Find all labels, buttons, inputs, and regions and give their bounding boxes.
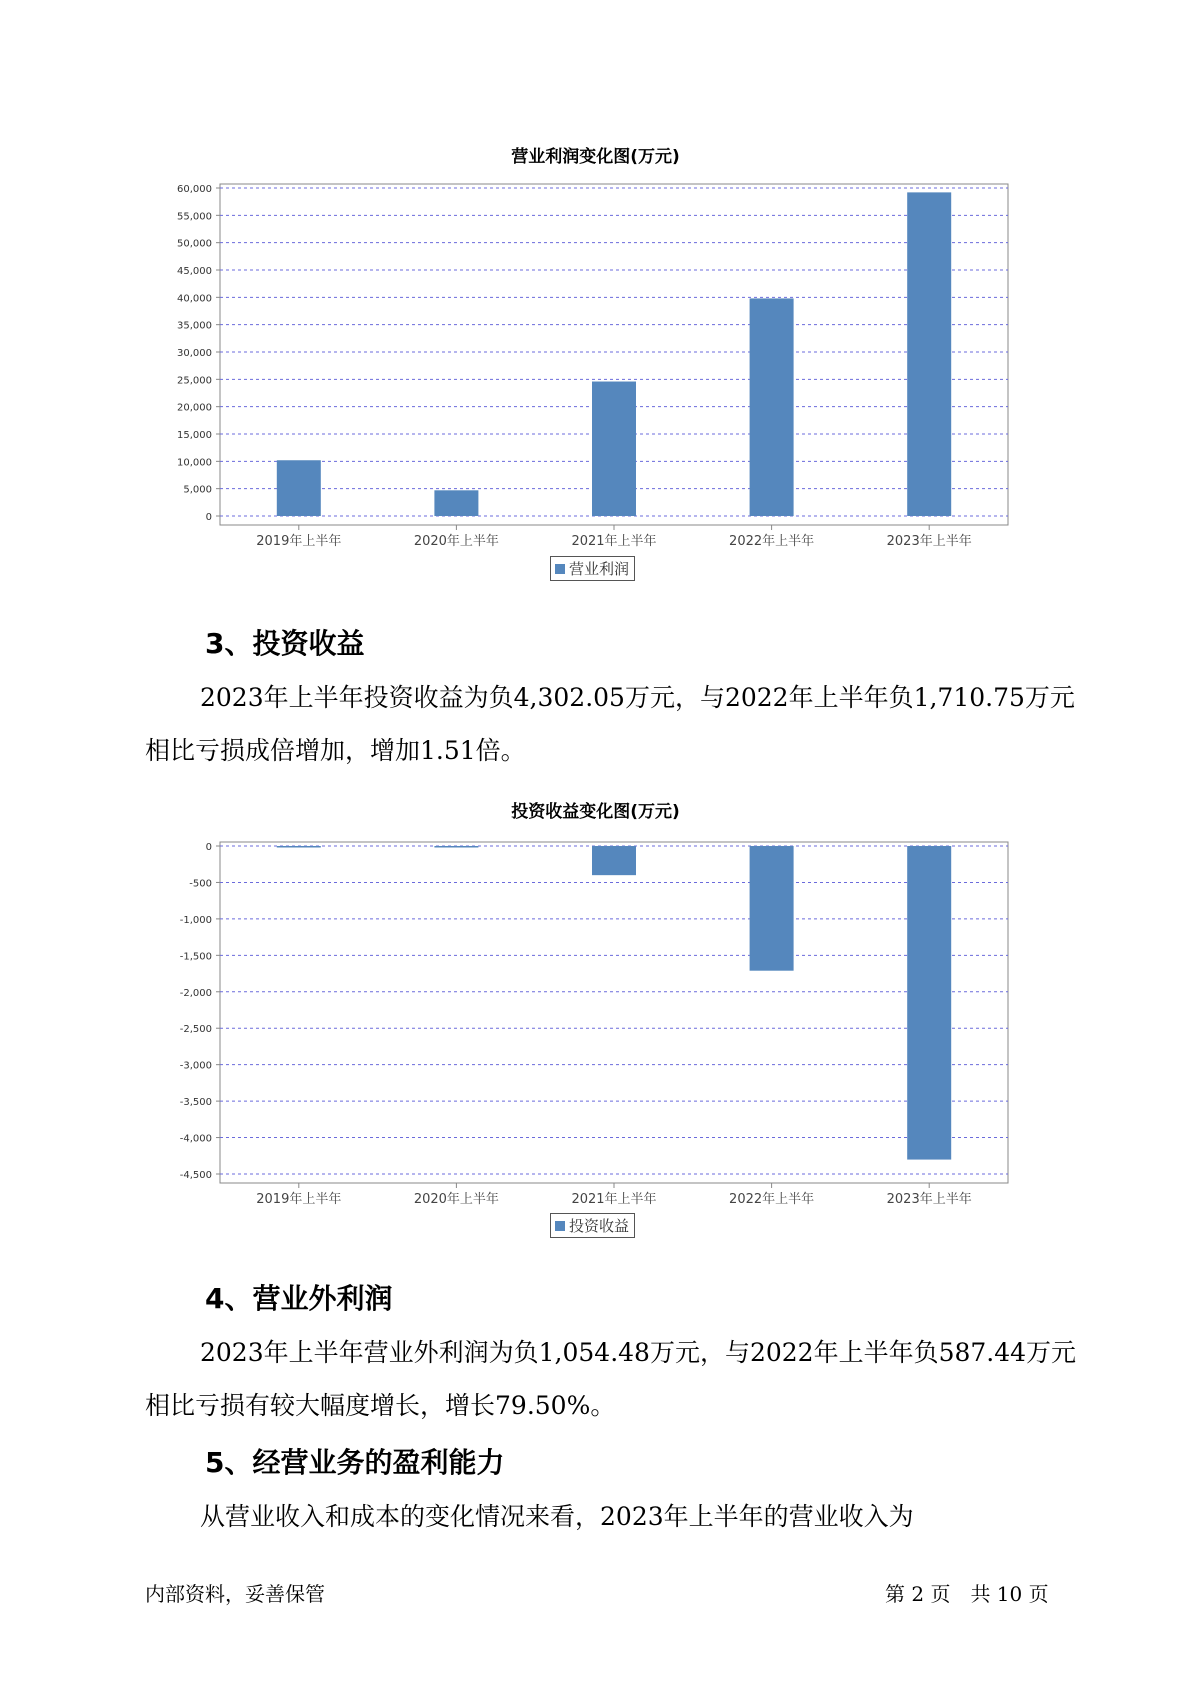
investment-income-legend — [550, 1213, 635, 1238]
y-tick-label: -1,500 — [179, 951, 212, 963]
x-tick-label: 2022年上半年 — [729, 1192, 815, 1207]
y-tick-label: 50,000 — [177, 238, 212, 250]
bar — [592, 846, 636, 875]
y-tick-label: 20,000 — [177, 402, 212, 414]
x-tick-label: 2020年上半年 — [413, 1192, 499, 1207]
bar — [434, 846, 478, 848]
operating-profit-chart-title: 营业利润变化图(万元) — [511, 147, 680, 167]
operating-profit-chart — [0, 180, 1191, 555]
y-tick-label: 60,000 — [177, 184, 212, 195]
y-tick-label: -4,000 — [179, 1133, 212, 1145]
footer-page-number: 第 2 页 共 10 页 — [885, 1582, 1049, 1606]
y-tick-label: 45,000 — [177, 266, 212, 277]
legend-swatch — [555, 564, 565, 574]
bar — [592, 382, 636, 516]
y-tick-label: 55,000 — [177, 211, 212, 223]
y-tick-label: 25,000 — [177, 375, 212, 387]
legend-label: 营业利润 — [569, 560, 630, 578]
y-tick-label: -1,000 — [179, 914, 212, 926]
investment-income-chart — [0, 838, 1191, 1213]
y-tick-label: -2,000 — [179, 987, 212, 999]
y-tick-label: 40,000 — [177, 293, 212, 305]
section-text-investment: 2023年上半年投资收益为负4,302.05万元，与2022年上半年负1,710.75万元相比亏损成倍增加，增加1.51倍。 — [145, 683, 1075, 765]
y-tick-label: -4,500 — [179, 1170, 212, 1181]
plot-frame — [220, 842, 1008, 1183]
x-tick-label: 2019年上半年 — [256, 1192, 342, 1207]
y-tick-label: -3,000 — [179, 1060, 212, 1072]
section-text-profitability: 从营业收入和成本的变化情况来看，2023年上半年的营业收入为 — [200, 1502, 914, 1531]
x-tick-label: 2023年上半年 — [886, 1192, 972, 1207]
x-tick-label: 2021年上半年 — [571, 1192, 657, 1207]
x-tick-label: 2021年上半年 — [571, 534, 657, 549]
y-tick-label: 30,000 — [177, 348, 212, 359]
bar — [907, 846, 951, 1160]
bar — [434, 490, 478, 516]
footer-confidential-note: 内部资料，妥善保管 — [145, 1582, 325, 1606]
bar — [277, 846, 321, 848]
legend-swatch — [555, 1221, 565, 1231]
y-tick-label: -500 — [189, 878, 212, 890]
x-tick-label: 2019年上半年 — [256, 534, 342, 549]
y-tick-label: 5,000 — [183, 484, 212, 496]
x-tick-label: 2020年上半年 — [413, 534, 499, 549]
section-heading-non-operating: 4、营业外利润 — [205, 1282, 393, 1315]
bar — [907, 192, 951, 516]
section-text-non-operating: 2023年上半年营业外利润为负1,054.48万元，与2022年上半年负587.44万元相比亏损有较大幅度增长，增长79.50%。 — [145, 1338, 1077, 1420]
y-tick-label: 10,000 — [177, 457, 212, 469]
y-tick-label: 15,000 — [177, 430, 212, 441]
y-tick-label: 35,000 — [177, 320, 212, 332]
x-tick-label: 2022年上半年 — [729, 534, 815, 549]
section-heading-profitability: 5、经营业务的盈利能力 — [205, 1446, 505, 1479]
bar — [750, 298, 794, 516]
bar — [277, 460, 321, 516]
y-tick-label: -3,500 — [179, 1097, 212, 1109]
operating-profit-legend — [550, 556, 635, 581]
legend-label: 投资收益 — [569, 1217, 630, 1235]
bar — [750, 846, 794, 971]
y-tick-label: 0 — [205, 842, 212, 853]
investment-income-chart-title: 投资收益变化图(万元) — [511, 802, 680, 822]
section-heading-investment: 3、投资收益 — [205, 627, 365, 660]
y-tick-label: -2,500 — [179, 1024, 212, 1036]
y-tick-label: 0 — [205, 512, 212, 523]
x-tick-label: 2023年上半年 — [886, 534, 972, 549]
